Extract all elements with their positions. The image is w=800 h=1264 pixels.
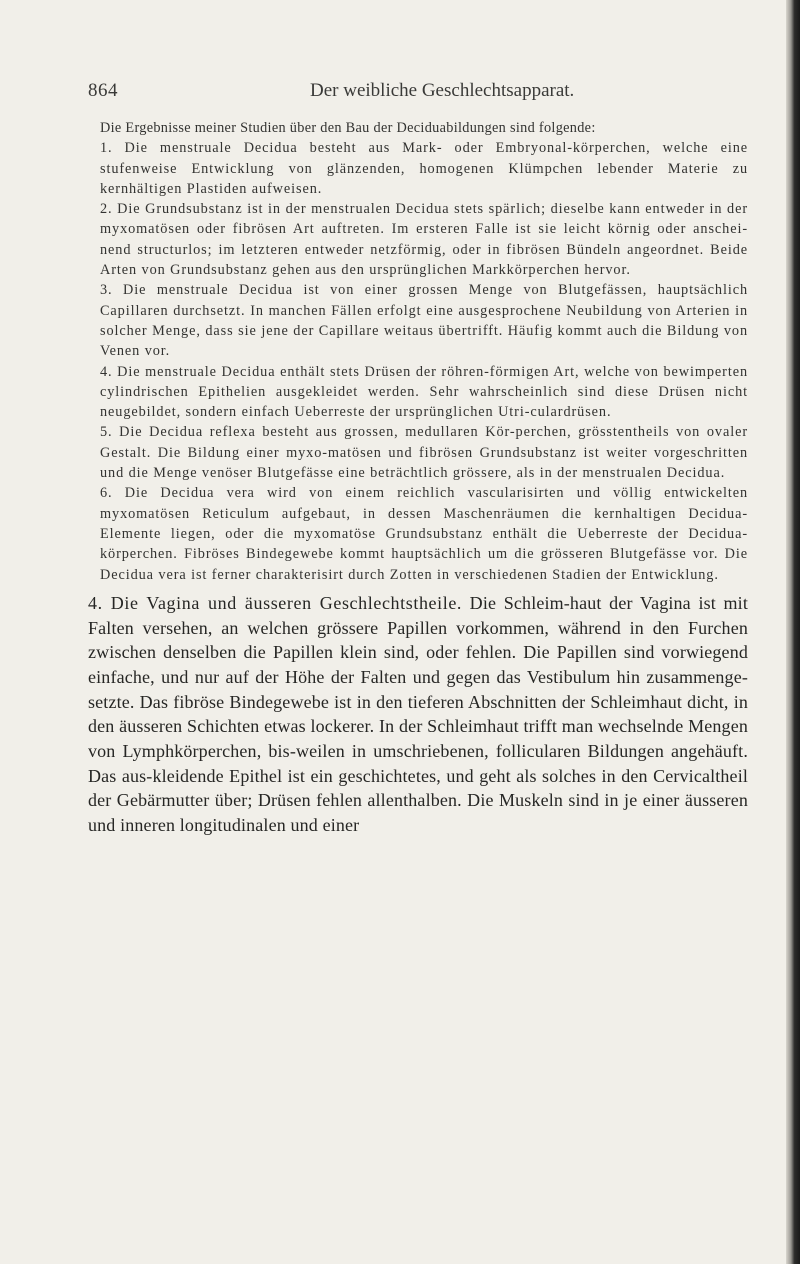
section-body: Die Schleim-haut der Vagina ist mit Falten versehen, an welchen grössere Papillen vorkommen, während in den Furchen zwischen denselben die Papillen klein sind, oder fehlen. Die Papillen sind vorwiegend einfache, und nur auf der Höhe der Falten und gegen das Vestibulum hin zusammenge-setzte. Das fibröse Bindegewebe ist in den tieferen Abschnitten der Schleimhaut dicht, in den äusseren Schichten etwas lockerer. In der Schleimhaut trifft man wechselnde Mengen von Lymphkörperchen, bis-weilen in umschriebenen, follicularen Bildungen angehäuft. Das aus-kleidende Epithel ist ein geschichtetes, und geht als solches in den Cervicaltheil der Gebärmutter über; Drüsen fehlen allenthalben. Die Muskeln sind in je einer äusseren und inneren longitudinalen und einer [88,592,748,836]
running-title: Der weibliche Geschlechtsapparat. [310,80,575,101]
finding-4: 4. Die menstruale Decidua enthält stets Drüsen der röhren-förmigen Art, welche von bewimperten cylindrischen Epithelien ausgekleidet werden. Sehr wahrscheinlich sind diese Drüsen nicht neugebildet, sondern einfach Ueberreste der ursprünglichen Utri-culardrüsen. [100,363,748,421]
finding-3: 3. Die menstruale Decidua ist von einer grossen Menge von Blutgefässen, hauptsächlich Capillaren durchsetzt. In manchen Fällen erfolgt eine ausgesprochene Neubildung von Arterien in solcher Menge, dass sie jene der Capillare weitaus übertrifft. Häufig kommt auch die Bildung von Venen vor. [100,282,748,360]
section-heading: 4. Die Vagina und äusseren Geschlechtstheile. [88,592,463,613]
section-vagina [88,591,748,838]
page-header [88,80,748,110]
finding-2: 2. Die Grundsubstanz ist in der menstrualen Decidua stets spärlich; dieselbe kann entweder in der myxomatösen oder fibrösen Art auftreten. Im ersteren Falle ist sie leicht körnig oder anschei-nend structurlos; im letzteren entweder netzförmig, oder in fibrösen Bündeln angeordnet. Beide Arten von Grundsubstanz gehen aus den ursprünglichen Markkörperchen hervor. [100,201,748,279]
results-list [100,118,748,585]
finding-1: 1. Die menstruale Decidua besteht aus Mark- oder Embryonal-körperchen, welche eine stufenweise Entwicklung von glänzenden, homogenen Klümpchen lebender Materie zu kernhältigen Plastiden aufweisen. [100,140,748,197]
intro-paragraph: Die Ergebnisse meiner Studien über den Bau der Deciduabildungen sind folgende: [100,120,596,136]
page-edge-shadow [786,0,800,1264]
finding-5: 5. Die Decidua reflexa besteht aus grossen, medullaren Kör-perchen, grösstentheils von ovaler Gestalt. Die Bildung einer myxo-matösen und fibrösen Grundsubstanz ist weiter vorgeschritten und die Menge venöser Blutgefässe eine beträchtlich grössere, als in der menstrualen Decidua. [100,424,748,482]
page-number: 864 [88,80,118,101]
text-body [88,118,748,838]
finding-6: 6. Die Decidua vera wird von einem reichlich vascularisirten und völlig entwickelten myxomatösen Reticulum aufgebaut, in dessen Maschenräumen die kernhaltigen Decidua-Elemente liegen, oder die myxomatöse Grundsubstanz enthält die Ueberreste der Decidua-körperchen. Fibröses Bindegewebe kommt hauptsächlich um die grösseren Blutgefässe vor. Die Decidua vera ist ferner charakterisirt durch Zotten in verschiedenen Stadien der Entwicklung. [100,485,748,583]
section-paragraph [88,591,748,838]
